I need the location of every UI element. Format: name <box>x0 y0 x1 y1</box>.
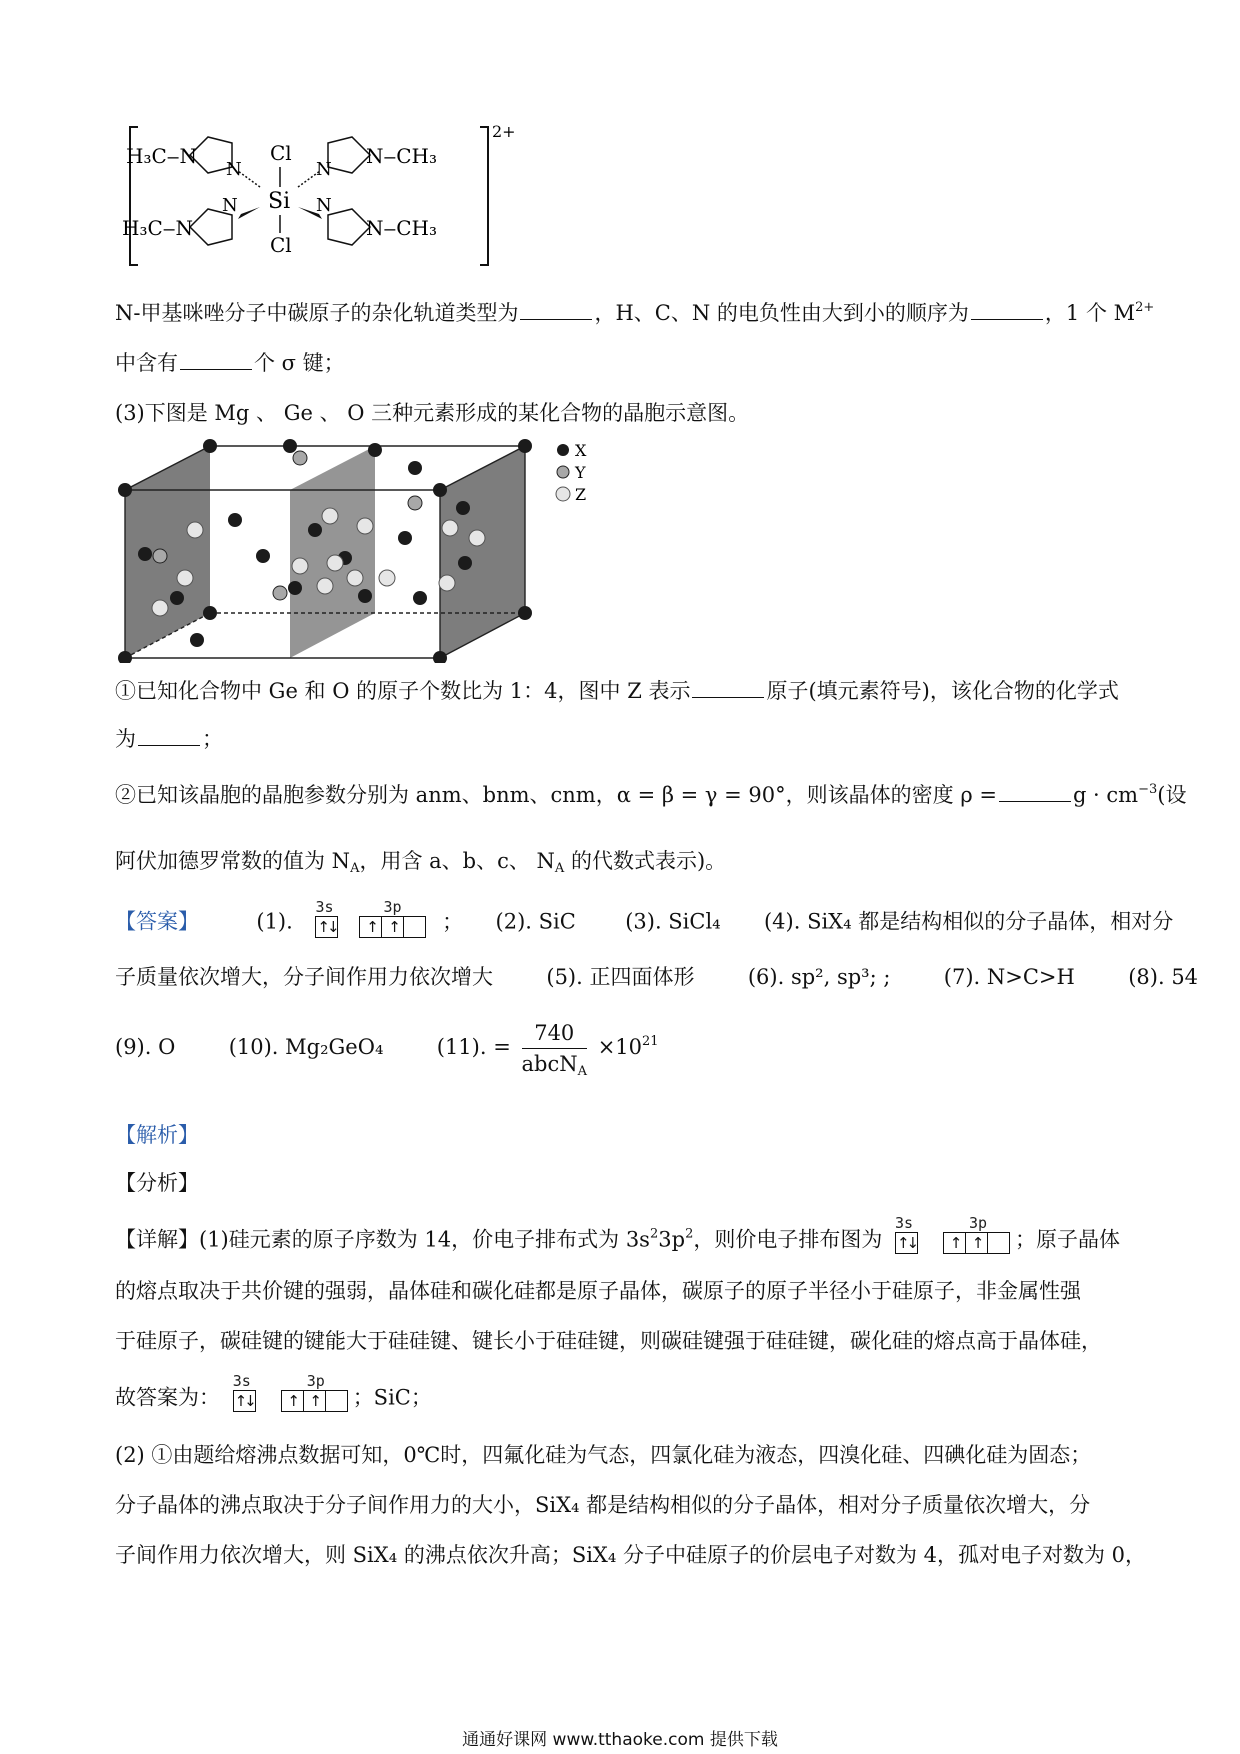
answer-line3 <box>115 1018 659 1088</box>
orbital-diagram-3 <box>233 1368 353 1414</box>
q3-sub1-line2 <box>115 724 223 754</box>
complex-structure-diagram <box>120 115 520 275</box>
answer-10: (10). Mg₂GeO₄ <box>228 1035 384 1059</box>
answer-5: (5). 正四面体形 <box>546 965 695 989</box>
si-atom: Si <box>268 189 291 214</box>
orbital-cell: ↑ <box>966 1233 988 1253</box>
q3-sub3-sub: A <box>350 861 360 876</box>
orbital-3s-label: 3s <box>895 1214 914 1232</box>
q3-sub2-unit: g · cm <box>1072 783 1139 807</box>
orbital-cell: ↑ <box>282 1391 304 1411</box>
legend <box>556 441 587 504</box>
orbital-cell <box>404 917 425 937</box>
legend-z: Z <box>575 485 587 504</box>
q2-text-b: ，H、C、N 的电负性由大到小的顺序为 <box>594 301 969 325</box>
answer-1: (1). <box>256 909 293 934</box>
answer-blank <box>180 351 252 370</box>
q3-sub3-b: ，用含 a、b、c、 N <box>359 849 555 873</box>
answer-blank <box>999 783 1071 802</box>
orbital-cell: ↑ <box>360 917 382 937</box>
detail-1d: ；原子晶体 <box>1015 1227 1121 1252</box>
n-ch3-bottom: N‒CH₃ <box>366 216 437 240</box>
orbital-cell: ↑↓ <box>896 1234 917 1252</box>
h3c-n-top: H₃C‒N <box>126 144 197 168</box>
footer-source: 通通好课网 www.tthaoke.com 提供下载 <box>462 1730 778 1750</box>
cl-top: Cl <box>270 141 292 165</box>
answer-4-line1: (4). SiX₄ 都是结构相似的分子晶体，相对分 <box>763 909 1174 934</box>
n-left-bottom: N <box>222 195 238 216</box>
detail-line7: 子间作用力依次增大，则 SiX₄ 的沸点依次升高；SiX₄ 分子中硅原子的价层电子对数为 4，孤对电子对数为 0， <box>115 1543 1147 1567</box>
q3-sub1-d: ； <box>202 727 223 751</box>
answer-3: (3). SiCl₄ <box>625 909 721 934</box>
q3-sub3-c: 的代数式表示)。 <box>564 849 727 873</box>
q3-sub1-a: ①已知化合物中 Ge 和 O 的原子个数比为 1：4，图中 Z 表示 <box>115 679 691 703</box>
q3-sub2-line1 <box>115 780 1186 810</box>
complex-structure <box>120 115 520 275</box>
q3-sub2-b: (设 <box>1157 783 1187 807</box>
detail-4b: ；SiC； <box>352 1385 432 1410</box>
q3-intro: (3)下图是 Mg 、 Ge 、 O 三种元素形成的某化合物的晶胞示意图。 <box>115 401 750 425</box>
answer-8: (8). 54 <box>1128 965 1199 989</box>
answer-11-tail: ×10 <box>597 1035 643 1059</box>
n-right-bottom: N <box>316 195 332 216</box>
q3-sub3-sub2: A <box>554 861 565 876</box>
orbital-cell: ↑ <box>304 1391 326 1411</box>
answer-blank <box>520 301 592 320</box>
answer-blank <box>971 301 1043 320</box>
legend-x: X <box>575 441 587 460</box>
q2-text-d: 中含有 <box>115 351 178 375</box>
q3-sub2-unit-sup: −3 <box>1138 782 1158 797</box>
q2-line1 <box>115 298 1154 328</box>
detail-line6: 分子晶体的沸点取决于分子间作用力的大小，SiX₄ 都是结构相似的分子晶体，相对分子质量依次增大，分 <box>115 1493 1091 1517</box>
legend-y: Y <box>575 463 586 482</box>
answer-7: (7). N>C>H <box>943 965 1075 989</box>
detail-4a: 故答案为： <box>115 1385 220 1410</box>
orbital-3s-label: 3s <box>315 898 334 916</box>
orbital-cell: ↑↓ <box>234 1392 254 1410</box>
q3-sub1-b: 原子(填元素符号)，该化合物的化学式 <box>766 679 1119 703</box>
orbital-diagram-2 <box>895 1210 1015 1256</box>
q2-text-a: N-甲基咪唑分子中碳原子的杂化轨道类型为 <box>115 301 519 325</box>
detail-line3: 于硅原子，碳硅键的键能大于硅硅键、键长小于硅硅键，则碳硅键强于硅硅键，碳化硅的熔点高于晶体硅， <box>115 1329 1102 1353</box>
q3-sub3-line <box>115 846 726 876</box>
fraction-den-text: abcN <box>521 1052 578 1076</box>
answer-2: (2). SiC <box>495 909 576 934</box>
fraction-numerator: 740 <box>522 1018 588 1049</box>
n-right-top: N <box>316 159 332 180</box>
crystal-cell-diagram <box>115 438 635 663</box>
answer-line2 <box>115 962 1198 992</box>
orbital-cell: ↑↓ <box>317 918 337 936</box>
answer-label: 【答案】 <box>115 909 199 934</box>
answer-line1: 【答案】 (1). 3s 3p ↑↓ ↑ ↑ ； (2). SiC (3). SiCl₄ (4). SiX₄ 都是结构相似的分子晶体，相对分 <box>115 900 1173 950</box>
answer-11: (11). = <box>436 1035 511 1059</box>
orbital-3p-label: 3p <box>383 898 402 916</box>
q3-sub1-c: 为 <box>115 727 136 751</box>
answer-blank <box>138 727 200 746</box>
orbital-diagram <box>315 894 435 940</box>
fenxi-label: 【分析】 <box>115 1171 199 1195</box>
detail-line1 <box>115 1214 1121 1264</box>
fraction-den-sub: A <box>577 1064 587 1079</box>
answer-9: (9). O <box>115 1035 176 1059</box>
density-fraction <box>522 1018 588 1079</box>
detail-line4 <box>115 1372 432 1422</box>
detail-1c: ，则价电子排布图为 <box>693 1227 883 1252</box>
cl-bottom: Cl <box>270 233 292 257</box>
detail-sup1: 2 <box>649 1226 659 1242</box>
fraction-denominator <box>522 1049 588 1079</box>
q3-sub2-a: ②已知该晶胞的晶胞参数分别为 anm、bnm、cnm，α = β = γ = 90°，则该晶体的密度 ρ = <box>115 783 997 807</box>
detail-sup2: 2 <box>685 1226 694 1242</box>
q3-sub3-a: 阿伏加德罗常数的值为 N <box>115 849 351 873</box>
q2-line2 <box>115 348 345 378</box>
orbital-cell <box>326 1391 347 1411</box>
orbital-3p-label: 3p <box>306 1372 325 1390</box>
answer-blank <box>692 679 764 698</box>
answer-6: (6). sp², sp³; ; <box>747 965 891 989</box>
q2-text-c: ，1 个 M <box>1044 301 1136 325</box>
detail-1a: (1)硅元素的原子序数为 14，价电子排布式为 3s <box>199 1227 650 1252</box>
orbital-3p-label: 3p <box>969 1214 988 1232</box>
answer-4-line2: 子质量依次增大，分子间作用力依次增大 <box>115 965 493 989</box>
analysis-label: 【解析】 <box>115 1123 199 1147</box>
q2-sup: 2+ <box>1135 300 1155 315</box>
orbital-cell: ↑ <box>944 1233 966 1253</box>
orbital-cell <box>988 1233 1009 1253</box>
n-ch3-top: N‒CH₃ <box>366 144 437 168</box>
h3c-n-bottom: H₃C‒N <box>122 216 193 240</box>
detail-line2: 的熔点取决于共价键的强弱，晶体硅和碳化硅都是原子晶体，碳原子的原子半径小于硅原子，非金属性强 <box>115 1279 1081 1303</box>
n-left-top: N <box>226 159 242 180</box>
q3-sub1-line1 <box>115 676 1119 706</box>
orbital-3s-label: 3s <box>232 1372 251 1390</box>
detail-line5: (2) ①由题给熔沸点数据可知，0℃时，四氟化硅为气态，四氯化硅为液态，四溴化硅、四碘化硅为固态； <box>115 1443 1092 1467</box>
crystal-cell-figure <box>115 438 635 663</box>
detail-1b: 3p <box>658 1227 686 1252</box>
q2-text-e: 个 σ 键； <box>254 351 345 375</box>
detail-label: 【详解】 <box>115 1227 199 1252</box>
answer-11-sup: 21 <box>642 1034 659 1049</box>
orbital-cell: ↑ <box>382 917 404 937</box>
charge-label: 2+ <box>492 122 516 141</box>
